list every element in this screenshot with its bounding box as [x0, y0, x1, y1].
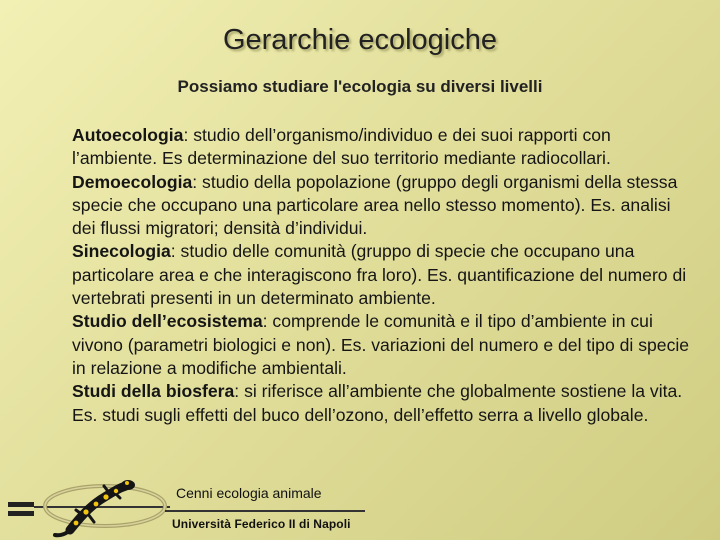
- level-term: Demoecologia: [72, 171, 193, 192]
- level-term: Autoecologia: [72, 125, 184, 145]
- level-description: : studio delle comunità (gruppo di specie che occupano una particolare area e che interagiscono fra loro). Es. quantificazione del numero di vertebrati presenti in un determinato ambiente.: [72, 241, 687, 309]
- level-term: Studi della biosfera: [72, 381, 235, 402]
- level-description: : studio dell’organismo/individuo e dei suoi rapporti con l’ambiente. Es determinazione del suo territorio mediante radiocollari.: [72, 125, 611, 169]
- level-description: : si riferisce all’ambiente che globalmente sostiene la vita. Es. studi sugli effetti del buco dell’ozono, dell’effetto serra a livello globale.: [72, 381, 683, 425]
- level-item: [72, 380, 697, 427]
- salamander-icon: [0, 472, 170, 538]
- level-item: [72, 240, 697, 310]
- levels-list: [72, 124, 697, 427]
- level-description: : studio della popolazione (gruppo degli organismi della stessa specie che occupano una particolare area nello stesso momento). Es. analisi dei flussi migratori; densità d’individui.: [72, 171, 678, 239]
- level-item: [72, 310, 697, 380]
- level-item: [72, 124, 697, 171]
- university-name: Università Federico II di Napoli: [172, 517, 351, 531]
- level-description: : comprende le comunità e il tipo d’ambiente in cui vivono (parametri biologici e non). Es. variazioni del numero e del tipo di specie in relazione a modifiche ambientali.: [72, 311, 690, 378]
- slide-title: Gerarchie ecologiche: [222, 24, 498, 56]
- level-item: [72, 171, 697, 241]
- footer-divider: [165, 510, 365, 512]
- level-term: Studio dell’ecosistema: [72, 311, 263, 332]
- slide-subtitle: Possiamo studiare l'ecologia su diversi livelli: [177, 77, 543, 96]
- course-name: Cenni ecologia animale: [176, 485, 322, 501]
- level-term: Sinecologia: [72, 241, 171, 262]
